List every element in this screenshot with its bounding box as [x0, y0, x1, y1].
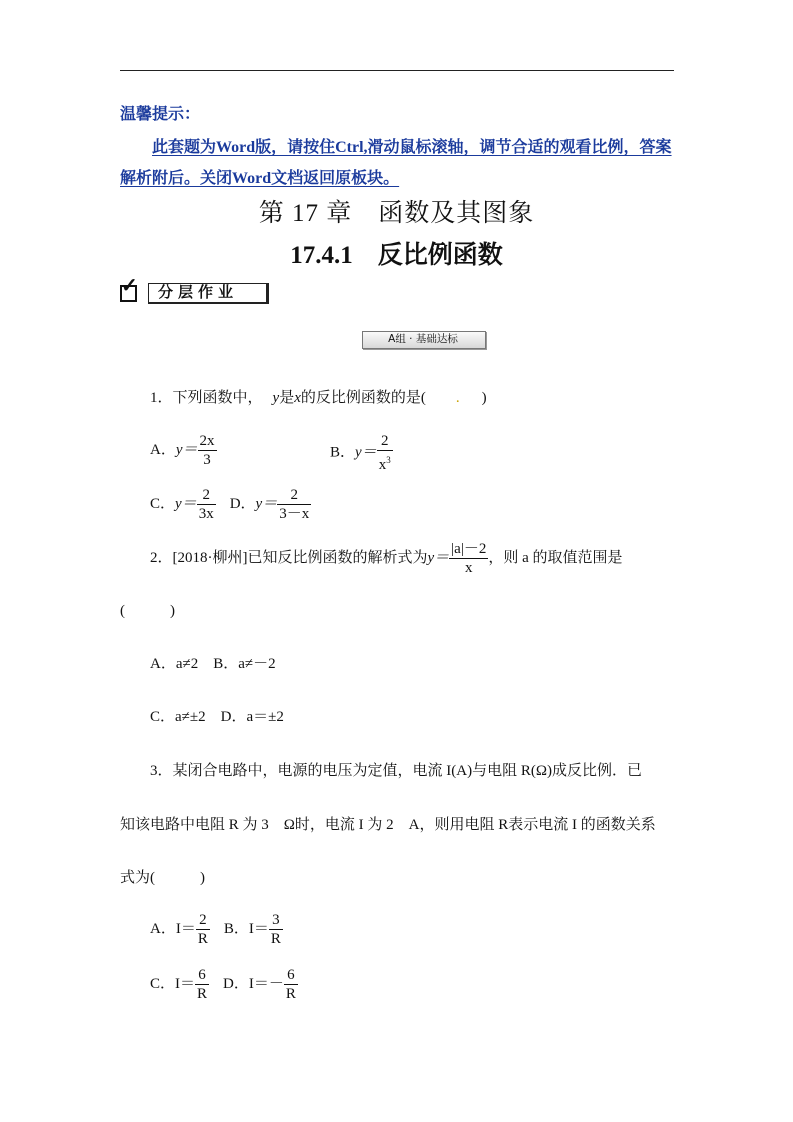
q1-option-a-fraction: $\frac{2x}{3}$ — [199, 433, 215, 468]
group-label: A组 · 基础达标 — [388, 333, 458, 345]
q3-option-b-fraction: $\frac{3}{R}$ — [270, 912, 281, 947]
chapter-title: 第 17 章 函数及其图象 — [258, 200, 535, 227]
q3-options-ab: A．I＝ $\frac{2}{R}$ B．I＝ $\frac{3}{R}$ — [150, 912, 281, 947]
q1-option-c-d: C．y＝ $\frac{2}{3x}$ D．y＝ $\frac{2}{3-x}$ — [150, 487, 310, 522]
q3-option-a-fraction: $\frac{2}{R}$ — [197, 912, 208, 947]
q3-options-cd: C．I＝ $\frac{6}{R}$ D．I＝－ $\frac{6}{R}$ — [150, 967, 296, 1002]
q1-option-a: A．y＝ $\frac{2x}{3}$ — [150, 433, 215, 468]
tip-title: 温馨提示： — [120, 106, 201, 123]
q1-option-d-fraction: $\frac{2}{3-x}$ — [279, 487, 310, 522]
q2-options-cd: C．a≠±2 D．a＝±2 — [150, 709, 284, 725]
q1-dot: . — [455, 390, 460, 406]
q3-option-d-fraction: $\frac{6}{R}$ — [285, 967, 296, 1002]
header-rule — [120, 70, 674, 71]
q1-option-b-fraction: $\frac{2}{x^3}$ — [378, 433, 391, 473]
q1-option-c-fraction: $\frac{2}{3x}$ — [198, 487, 214, 522]
q1-stem: 1．下列函数中， y是x的反比例函数的是( . ) — [150, 390, 487, 406]
q2-fraction: $\frac{|a|-2}{x}$ — [451, 541, 487, 576]
layer-label: 分层作业 — [158, 283, 239, 301]
q3-line1: 3．某闭合电路中，电源的电压为定值，电流 I(A)与电阻 R(Ω)成反比例．已 — [150, 763, 642, 779]
tip-body[interactable]: 此套题为Word版，请按住Ctrl,滑动鼠标滚轴，调节合适的观看比例，答案解析附后。关闭Word文档返回原板块。 — [120, 139, 672, 187]
q2-stem: 2．[2018·柳州]已知反比例函数的解析式为y＝ $\frac{|a|-2}{x}$ ，则 a 的取值范围是 — [150, 541, 623, 576]
checkmark-icon: ✓ — [121, 275, 138, 297]
q1-option-b: B．y＝ $\frac{2}{x^3}$ — [330, 433, 391, 473]
q3-line3: 式为( ) — [120, 870, 205, 886]
section-title: 17.4.1 反比例函数 — [290, 242, 503, 269]
q3-option-c-fraction: $\frac{6}{R}$ — [197, 967, 208, 1002]
q2-options-ab: A．a≠2 B．a≠－2 — [150, 656, 276, 672]
q2-answer-paren: ( ) — [120, 603, 175, 619]
q3-line2: 知该电路中电阻 R 为 3 Ω时，电流 I 为 2 A，则用电阻 R表示电流 I 的函数关系 — [120, 817, 656, 833]
